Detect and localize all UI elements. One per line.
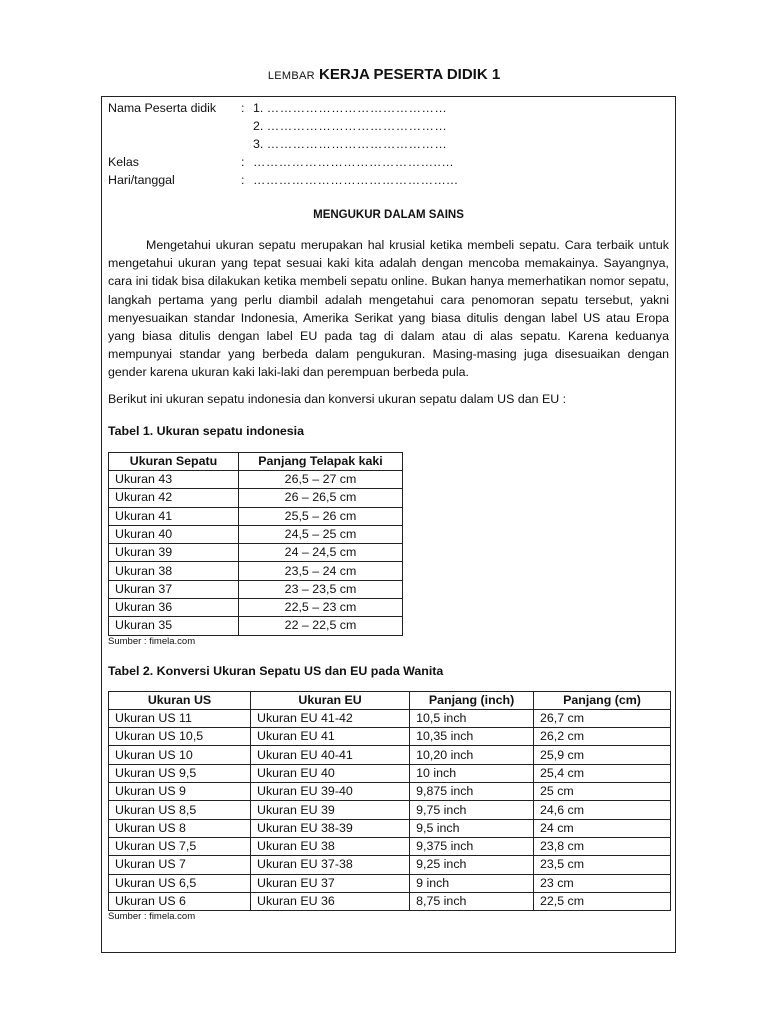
table-row	[109, 544, 403, 562]
table2-source: Sumber : fimela.com	[108, 911, 196, 923]
table-cell: Ukuran US 11	[109, 709, 251, 727]
table-cell: Ukuran 43	[109, 470, 239, 488]
table-cell: Ukuran US 7	[109, 856, 251, 874]
table-cell: 9,375 inch	[410, 837, 534, 855]
table-cell: Ukuran 41	[109, 507, 239, 525]
table-cell: Ukuran EU 37-38	[251, 856, 410, 874]
section-title: MENGUKUR DALAM SAINS	[313, 209, 464, 221]
table-cell: 23 – 23,5 cm	[239, 580, 403, 598]
table-cell: 9,75 inch	[410, 801, 534, 819]
date-blank[interactable]: ………………………………………...	[253, 173, 459, 187]
table-row	[109, 783, 671, 801]
table-cell: Ukuran EU 41	[251, 728, 410, 746]
date-colon: :	[241, 173, 245, 187]
name-colon: :	[241, 101, 245, 115]
table-cell: 22,5 – 23 cm	[239, 599, 403, 617]
table-cell: 25,5 – 26 cm	[239, 507, 403, 525]
table-row	[109, 489, 403, 507]
table-cell: Ukuran EU 40-41	[251, 746, 410, 764]
table-cell: 10,5 inch	[410, 709, 534, 727]
table-cell: 9,875 inch	[410, 783, 534, 801]
table-row	[109, 507, 403, 525]
table-header-row	[109, 452, 403, 470]
table-cell: 23,5 – 24 cm	[239, 562, 403, 580]
table-header-row	[109, 691, 671, 709]
table-row	[109, 837, 671, 855]
table-header-cell: Panjang (inch)	[410, 691, 534, 709]
name-row-1	[108, 99, 669, 117]
table-cell: Ukuran 39	[109, 544, 239, 562]
name-entry-1-num: 1.	[253, 101, 264, 115]
table-cell: Ukuran US 10,5	[109, 728, 251, 746]
name-entry-2-blank[interactable]: ……………………………………	[266, 119, 448, 133]
table-cell: 9 inch	[410, 874, 534, 892]
table-row	[109, 892, 671, 910]
table-cell: 10 inch	[410, 764, 534, 782]
table-cell: 8,75 inch	[410, 892, 534, 910]
table-row	[109, 599, 403, 617]
class-colon: :	[241, 155, 245, 169]
table-cell: 24 cm	[534, 819, 671, 837]
size-conversion-table	[108, 691, 671, 912]
worksheet-frame	[101, 96, 676, 953]
title-prefix: LEMBAR	[267, 70, 315, 82]
table-cell: Ukuran US 6,5	[109, 874, 251, 892]
table-cell: Ukuran EU 40	[251, 764, 410, 782]
table-cell: 9,5 inch	[410, 819, 534, 837]
table-cell: 25,4 cm	[534, 764, 671, 782]
table-cell: 10,20 inch	[410, 746, 534, 764]
table-cell: Ukuran US 10	[109, 746, 251, 764]
name-row-3	[108, 135, 669, 153]
table-cell: Ukuran 38	[109, 562, 239, 580]
page-title	[0, 66, 768, 83]
date-label: Hari/tanggal	[108, 173, 175, 187]
table-cell: 26 – 26,5 cm	[239, 489, 403, 507]
table-cell: 26,5 – 27 cm	[239, 470, 403, 488]
table-row	[109, 709, 671, 727]
intro-paragraph: Mengetahui ukuran sepatu merupakan hal krusial ketika membeli sepatu. Cara terbaik untuk mengetahui ukuran yang tepat sesuai kaki kita adalah dengan mencoba memakainya. Sayangnya, cara ini tidak bisa dilakukan ketika membeli sepatu online. Bukan hanya memerhatikan nomor sepatu, langkah pertama yang perlu diambil adalah mengetahui cara penomoran sepatu tersebut, yakni menyesuaikan standar Indonesia, Amerika Serikat yang biasa ditulis dengan label US atau Eropa yang biasa ditulis dengan label EU pada tag di dalam atau di alas sepatu. Karena keduanya mempunyai standar yang berbeda dalam pengukuran. Masing-masing juga disesuaikan dengan gender karena ukuran kaki laki-laki dan perempuan berbeda pula.	[108, 238, 669, 380]
name-row-2	[108, 117, 669, 135]
date-row	[108, 171, 669, 189]
table-cell: 10,35 inch	[410, 728, 534, 746]
table-cell: Ukuran EU 39	[251, 801, 410, 819]
table-cell: Ukuran 36	[109, 599, 239, 617]
table-cell: Ukuran EU 36	[251, 892, 410, 910]
table1-caption: Tabel 1. Ukuran sepatu indonesia	[108, 423, 305, 438]
table-cell: 23 cm	[534, 874, 671, 892]
name-label: Nama Peserta didik	[108, 101, 217, 115]
table-row	[109, 856, 671, 874]
name-entry-3-num: 3.	[253, 137, 264, 151]
table-cell: 25,9 cm	[534, 746, 671, 764]
name-entry-3-blank[interactable]: ……………………………………	[266, 137, 448, 151]
table-row	[109, 580, 403, 598]
table-header-cell: Panjang (cm)	[534, 691, 671, 709]
table-cell: Ukuran US 9	[109, 783, 251, 801]
table-cell: Ukuran 40	[109, 525, 239, 543]
table-cell: 26,2 cm	[534, 728, 671, 746]
name-entry-1-blank[interactable]: ……………………………………	[266, 101, 448, 115]
table-header-cell: Ukuran Sepatu	[109, 452, 239, 470]
title-main: KERJA PESERTA DIDIK 1	[319, 66, 501, 83]
table-cell: Ukuran US 8	[109, 819, 251, 837]
table-row	[109, 874, 671, 892]
table-cell: 25 cm	[534, 783, 671, 801]
table-cell: Ukuran EU 41-42	[251, 709, 410, 727]
table-row	[109, 470, 403, 488]
table-cell: Ukuran EU 38	[251, 837, 410, 855]
table-cell: 23,8 cm	[534, 837, 671, 855]
table-row	[109, 562, 403, 580]
table-cell: 23,5 cm	[534, 856, 671, 874]
shoe-size-table	[108, 452, 403, 636]
class-blank[interactable]: ……………………………………..…	[253, 155, 455, 169]
intro-text: Berikut ini ukuran sepatu indonesia dan konversi ukuran sepatu dalam US dan EU :	[108, 391, 567, 406]
table-cell: 24,5 – 25 cm	[239, 525, 403, 543]
table1-source: Sumber : fimela.com	[108, 635, 196, 647]
table-header-cell: Panjang Telapak kaki	[239, 452, 403, 470]
table-row	[109, 746, 671, 764]
table-cell: 9,25 inch	[410, 856, 534, 874]
table-header-cell: Ukuran EU	[251, 691, 410, 709]
table-cell: 22 – 22,5 cm	[239, 617, 403, 635]
table-cell: Ukuran EU 38-39	[251, 819, 410, 837]
table-cell: Ukuran US 7,5	[109, 837, 251, 855]
class-row	[108, 153, 669, 171]
table-cell: Ukuran 42	[109, 489, 239, 507]
table-cell: Ukuran 37	[109, 580, 239, 598]
table-cell: Ukuran EU 39-40	[251, 783, 410, 801]
table-cell: Ukuran 35	[109, 617, 239, 635]
table-row	[109, 617, 403, 635]
class-label: Kelas	[108, 155, 139, 169]
table-cell: Ukuran EU 37	[251, 874, 410, 892]
table-header-cell: Ukuran US	[109, 691, 251, 709]
table-cell: Ukuran US 6	[109, 892, 251, 910]
table2-caption: Tabel 2. Konversi Ukuran Sepatu US dan EU pada Wanita	[108, 663, 444, 678]
table-row	[109, 525, 403, 543]
table-cell: 26,7 cm	[534, 709, 671, 727]
table-row	[109, 728, 671, 746]
table-row	[109, 801, 671, 819]
table-cell: 22,5 cm	[534, 892, 671, 910]
table-row	[109, 819, 671, 837]
table-cell: Ukuran US 9,5	[109, 764, 251, 782]
table-cell: 24 – 24,5 cm	[239, 544, 403, 562]
table-row	[109, 764, 671, 782]
name-entry-2-num: 2.	[253, 119, 264, 133]
table-cell: 24,6 cm	[534, 801, 671, 819]
table-cell: Ukuran US 8,5	[109, 801, 251, 819]
